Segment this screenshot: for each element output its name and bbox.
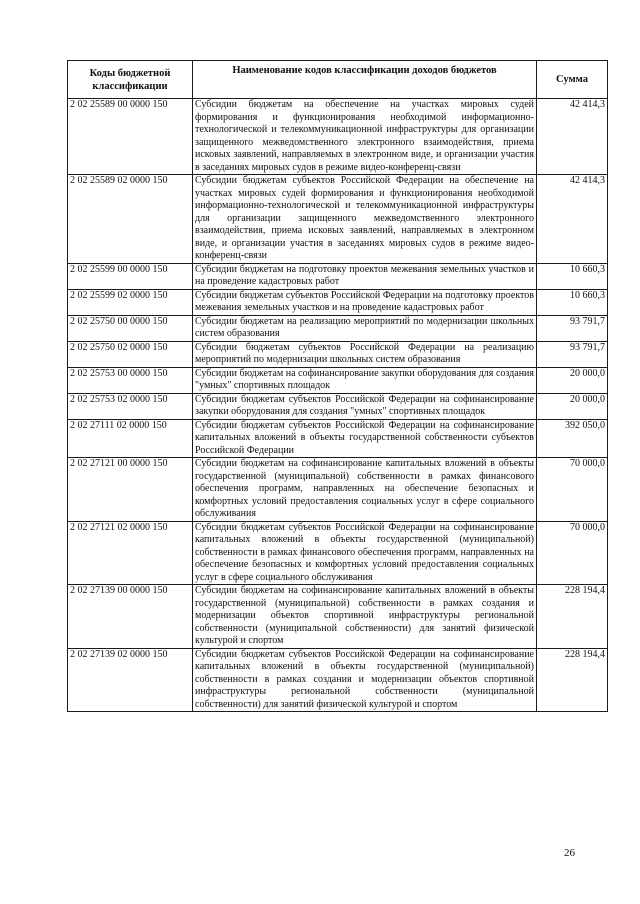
income-name-cell: Субсидии бюджетам на подготовку проектов межевания земельных участков и на проведение кадастровых работ xyxy=(193,263,537,289)
sum-cell: 20 000,0 xyxy=(537,367,608,393)
income-name-cell: Субсидии бюджетам субъектов Российской Федерации на софинансирование капитальных вложений в объекты государственной (муниципальной) собственности в рамках создания и модернизации объектов спортивной инфраструктуры региональной собственности (муниципальной собственности) для занятий физической культурой и спортом xyxy=(193,648,537,712)
income-name-cell: Субсидии бюджетам субъектов Российской Федерации на обеспечение на участках мировых судей формирования и функционирования необходимой информационно-технологической и телекоммуникационной инфраструктуры для организации защищенного межведомственного электронного взаимодействия, приема исковых заявлений, направляемых в электронном виде, и организации участия в заседаниях мировых судов в режиме видео-конференц-связи xyxy=(193,175,537,264)
sum-cell: 10 660,3 xyxy=(537,289,608,315)
sum-cell: 228 194,4 xyxy=(537,585,608,649)
income-name-cell: Субсидии бюджетам на софинансирование закупки оборудования для создания "умных" спортивных площадок xyxy=(193,367,537,393)
page-number: 26 xyxy=(564,847,575,859)
header-budget-codes: Коды бюджетной классификации xyxy=(68,61,193,99)
table-row xyxy=(68,263,608,289)
table-row xyxy=(68,521,608,585)
budget-code-cell: 2 02 25589 02 0000 150 xyxy=(68,175,193,264)
table-row xyxy=(68,315,608,341)
budget-code-cell: 2 02 25750 00 0000 150 xyxy=(68,315,193,341)
budget-code-cell: 2 02 27111 02 0000 150 xyxy=(68,419,193,458)
budget-code-cell: 2 02 25599 02 0000 150 xyxy=(68,289,193,315)
sum-cell: 93 791,7 xyxy=(537,315,608,341)
header-sum: Сумма xyxy=(537,61,608,99)
income-name-cell: Субсидии бюджетам на софинансирование капитальных вложений в объекты государственной (муниципальной) собственности в рамках финансового обеспечения программ, направленных на обеспечение безопасных и комфортных условий предоставления социальных услуг в сфере социального обслуживания xyxy=(193,458,537,522)
table-row xyxy=(68,393,608,419)
sum-cell: 392 050,0 xyxy=(537,419,608,458)
table-header-row xyxy=(68,61,608,99)
budget-code-cell: 2 02 25753 02 0000 150 xyxy=(68,393,193,419)
income-name-cell: Субсидии бюджетам субъектов Российской Федерации на софинансирование закупки оборудования для создания "умных" спортивных площадок xyxy=(193,393,537,419)
table-row xyxy=(68,419,608,458)
sum-cell: 70 000,0 xyxy=(537,458,608,522)
table-row xyxy=(68,367,608,393)
budget-income-table xyxy=(67,60,608,712)
table-row xyxy=(68,648,608,712)
income-name-cell: Субсидии бюджетам субъектов Российской Федерации на подготовку проектов межевания земельных участков и на проведение кадастровых работ xyxy=(193,289,537,315)
sum-cell: 10 660,3 xyxy=(537,263,608,289)
table-row xyxy=(68,585,608,649)
income-name-cell: Субсидии бюджетам на реализацию мероприятий по модернизации школьных систем образования xyxy=(193,315,537,341)
budget-code-cell: 2 02 27139 02 0000 150 xyxy=(68,648,193,712)
income-name-cell: Субсидии бюджетам на обеспечение на участках мировых судей формирования и функционирования необходимой информационно-технологической и телекоммуникационной инфраструктуры для организации защищенного межведомственного электронного взаимодействия, приема исковых заявлений, направляемых в электронном виде, и организации участия в заседаниях мировых судов в режиме видео-конференц-связи xyxy=(193,99,537,175)
sum-cell: 228 194,4 xyxy=(537,648,608,712)
table-row xyxy=(68,341,608,367)
header-code-names: Наименование кодов классификации доходов бюджетов xyxy=(193,61,537,99)
sum-cell: 42 414,3 xyxy=(537,175,608,264)
sum-cell: 20 000,0 xyxy=(537,393,608,419)
budget-code-cell: 2 02 25750 02 0000 150 xyxy=(68,341,193,367)
table-row xyxy=(68,458,608,522)
table-row xyxy=(68,175,608,264)
sum-cell: 42 414,3 xyxy=(537,99,608,175)
income-name-cell: Субсидии бюджетам на софинансирование капитальных вложений в объекты государственной (муниципальной) собственности в рамках создания и модернизации объектов спортивной инфраструктуры региональной собственности (муниципальной собственности) для занятий физической культурой и спортом xyxy=(193,585,537,649)
budget-code-cell: 2 02 25753 00 0000 150 xyxy=(68,367,193,393)
table-row xyxy=(68,99,608,175)
budget-code-cell: 2 02 27139 00 0000 150 xyxy=(68,585,193,649)
sum-cell: 93 791,7 xyxy=(537,341,608,367)
income-name-cell: Субсидии бюджетам субъектов Российской Федерации на реализацию мероприятий по модернизации школьных систем образования xyxy=(193,341,537,367)
budget-code-cell: 2 02 25589 00 0000 150 xyxy=(68,99,193,175)
sum-cell: 70 000,0 xyxy=(537,521,608,585)
income-name-cell: Субсидии бюджетам субъектов Российской Федерации на софинансирование капитальных вложений в объекты государственной (муниципальной) собственности в рамках финансового обеспечения программ, направленных на обеспечение безопасных и комфортных условий предоставления социальных услуг в сфере социального обслуживания xyxy=(193,521,537,585)
income-name-cell: Субсидии бюджетам субъектов Российской Федерации на софинансирование капитальных вложений в объекты государственной собственности субъектов Российской Федерации xyxy=(193,419,537,458)
table-row xyxy=(68,289,608,315)
budget-code-cell: 2 02 27121 00 0000 150 xyxy=(68,458,193,522)
budget-code-cell: 2 02 27121 02 0000 150 xyxy=(68,521,193,585)
budget-code-cell: 2 02 25599 00 0000 150 xyxy=(68,263,193,289)
